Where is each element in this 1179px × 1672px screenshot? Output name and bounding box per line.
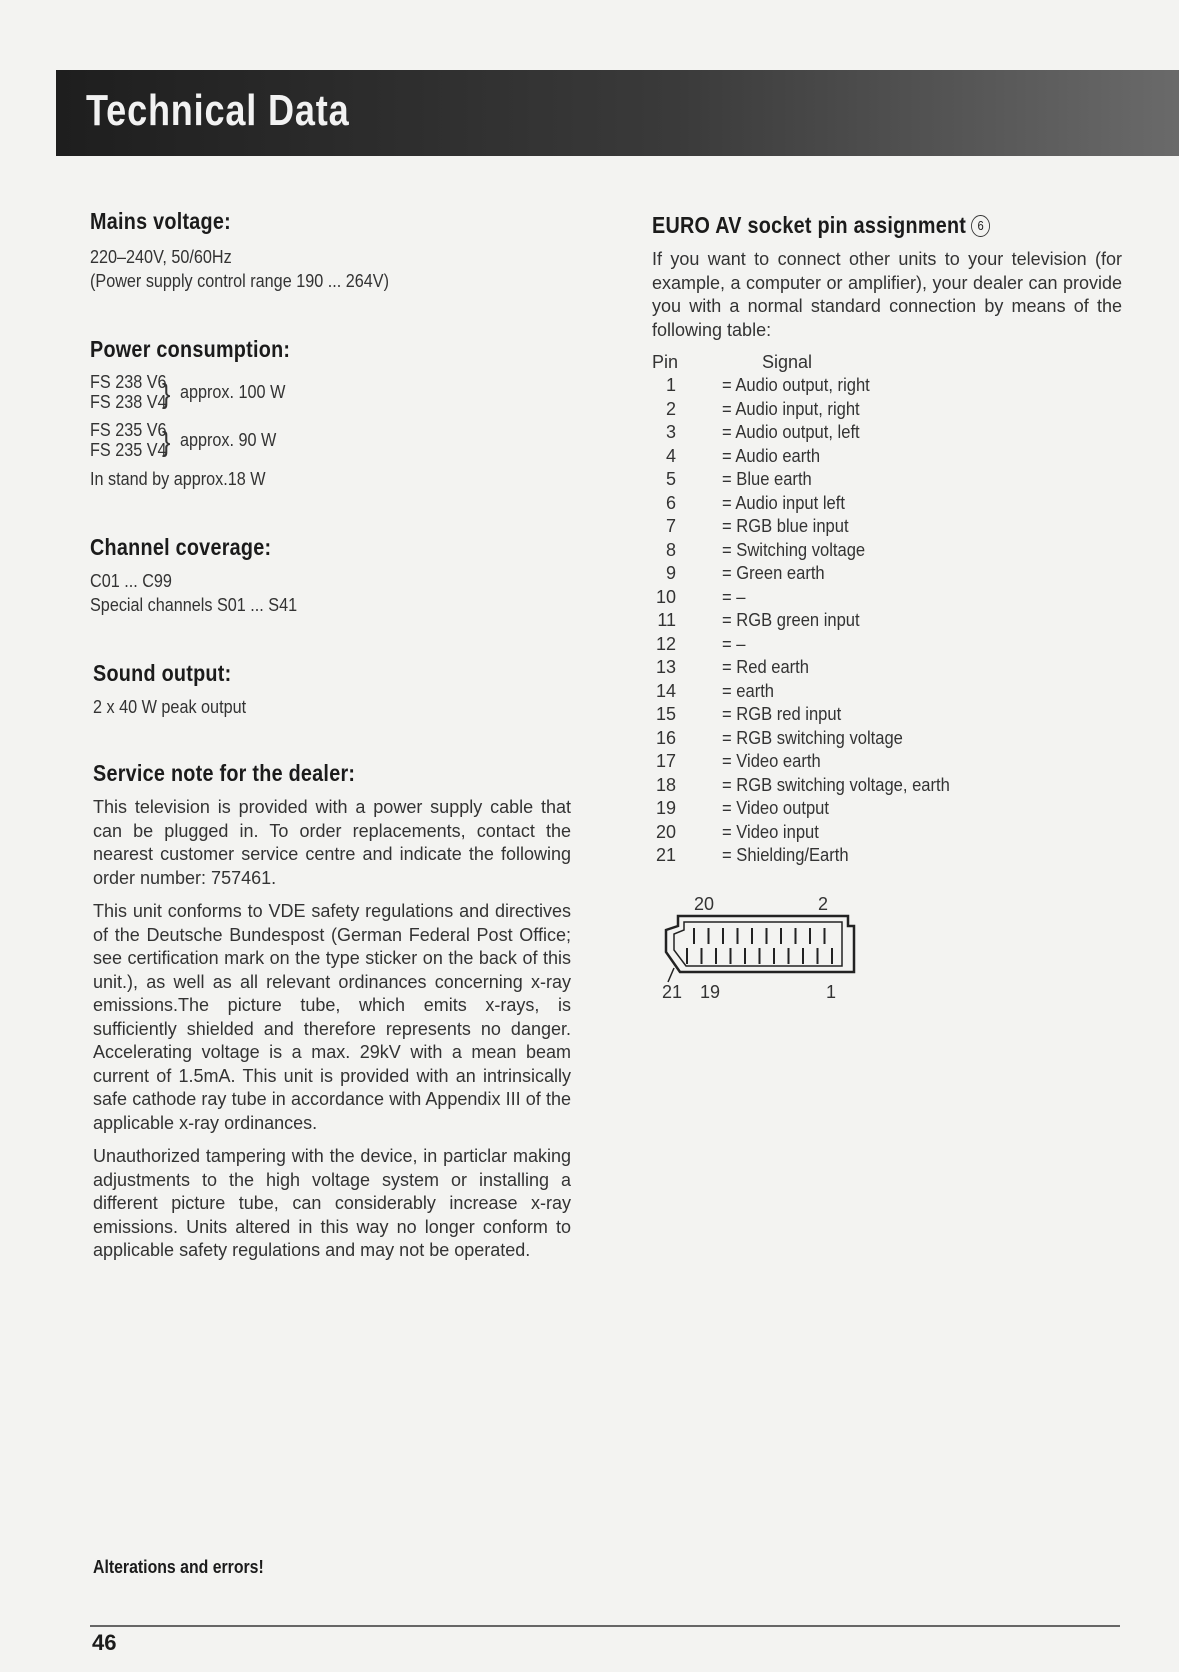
- pin-signal: = –: [722, 586, 746, 607]
- pin-signal: = Switching voltage: [722, 539, 866, 560]
- footer-divider: [90, 1625, 1120, 1627]
- pin-signal: = –: [722, 633, 746, 654]
- power-group: [90, 420, 277, 460]
- diagram-label-1: 1: [826, 982, 837, 1000]
- pin-number: 9: [665, 563, 676, 583]
- model-name: FS 235 V6: [90, 420, 167, 440]
- service-paragraph: Unauthorized tampering with the device, in particlar making adjustments to the high voltage system or installing a different picture tube, can considerably increase x-ray emissions. Units altered in this way no longer conform to applicable safety regulations and may not be operated.: [93, 1146, 571, 1260]
- model-name: FS 238 V6: [90, 372, 167, 392]
- power-value: approx. 90 W: [180, 430, 277, 450]
- pin-signal: = Video input: [722, 821, 819, 842]
- pin-signal: = Audio earth: [722, 445, 821, 466]
- pin-number: 5: [665, 469, 676, 489]
- pin-signal: = Blue earth: [722, 469, 812, 489]
- pin-number: 8: [665, 539, 676, 560]
- pin-signal: = RGB green input: [722, 610, 860, 630]
- diagram-label-2: 2: [818, 894, 829, 914]
- euro-intro: If you want to connect other units to your television (for example, a computer or amplifier), your dealer can provide you with a normal standard connection by means of the following table:: [652, 249, 1122, 340]
- channel-section: [90, 570, 297, 617]
- diagram-label-19: 19: [700, 982, 721, 1000]
- pin-number: 12: [655, 633, 676, 654]
- diagram-label-21: 21: [662, 982, 683, 1000]
- column-header-pin: Pin: [652, 352, 679, 372]
- service-paragraph: This unit conforms to VDE safety regulations and directives of the Deutsche Bundespost (German Federal Post Office; see certification mark on the type sticker on the back of this unit.), as well as all relevant ordinances concerning x-ray emissions.The picture tube, which emits x-rays, is sufficiently shielded and therefore represents no danger. Accelerating voltage is a max. 29kV with a mean beam current of 1.5mA. This unit is provided with an intrinsically safe cathode ray tube in accordance with Appendix III of the applicable x-ray ordinances.: [93, 901, 571, 1133]
- page-number: 46: [92, 1630, 117, 1655]
- power-value: approx. 100 W: [180, 382, 286, 402]
- service-heading: Service note for the dealer:: [93, 760, 356, 786]
- channel-line: C01 ... C99: [90, 571, 172, 591]
- circled-reference-icon: 6: [971, 215, 990, 237]
- pin-signal: = Audio output, right: [722, 375, 870, 395]
- pin-number: 16: [655, 727, 676, 748]
- brace-icon: }: [162, 378, 171, 409]
- service-body: [93, 796, 571, 1273]
- sound-text: 2 x 40 W peak output: [93, 697, 247, 717]
- pin-signal: = Audio input, right: [722, 398, 860, 419]
- pin-signal: = RGB blue input: [722, 516, 849, 536]
- pin-number: 14: [655, 680, 676, 701]
- pin-signal: = RGB red input: [722, 704, 842, 724]
- footer-note: Alterations and errors!: [93, 1557, 264, 1577]
- pin-signal: = Shielding/Earth: [722, 845, 849, 865]
- column-header-signal: Signal: [762, 352, 813, 372]
- mains-line: (Power supply control range 190 ... 264V): [90, 270, 389, 291]
- pin-21-leader-icon: [668, 968, 674, 982]
- page-title: Technical Data: [86, 86, 350, 135]
- pin-number: 13: [655, 657, 676, 677]
- pins-bottom-row: [687, 948, 832, 964]
- mains-heading: Mains voltage:: [90, 208, 232, 234]
- standby-text: In stand by approx.18 W: [90, 469, 266, 489]
- pin-number: 3: [665, 422, 676, 442]
- pin-number: 6: [665, 492, 676, 513]
- pin-signal: = Video earth: [722, 751, 821, 771]
- euro-heading-text: EURO AV socket pin assignment: [652, 212, 967, 238]
- pin-number: 18: [655, 774, 676, 795]
- pin-number: 20: [655, 821, 676, 842]
- channel-line: Special channels S01 ... S41: [90, 594, 298, 615]
- pin-signal: = RGB switching voltage, earth: [722, 774, 950, 795]
- pin-number: 17: [655, 751, 676, 771]
- pin-signal: = Green earth: [722, 563, 825, 583]
- service-paragraph: This television is provided with a power supply cable that can be plugged in. To order replacements, contact the nearest customer service centre and indicate the following order number: 757461.: [93, 797, 571, 888]
- brace-icon: }: [162, 426, 171, 457]
- pins-top-row: [694, 928, 825, 944]
- header-banner: [56, 70, 1179, 156]
- pin-signal: = Audio output, left: [722, 422, 860, 442]
- pin-number: 2: [665, 398, 676, 419]
- pin-signal: = Red earth: [722, 657, 809, 677]
- pin-number: 4: [665, 445, 676, 466]
- euro-heading: [652, 212, 990, 239]
- pin-number: 19: [655, 798, 676, 818]
- sound-heading: Sound output:: [93, 660, 232, 686]
- diagram-label-20: 20: [694, 894, 715, 914]
- model-name: FS 235 V4: [90, 440, 167, 460]
- pin-number: 11: [657, 610, 676, 630]
- mains-section: [90, 246, 389, 293]
- power-group: [90, 372, 286, 412]
- pin-signal: = Video output: [722, 798, 829, 818]
- pin-signal: = earth: [722, 680, 775, 701]
- pin-number: 15: [655, 704, 676, 724]
- power-heading: Power consumption:: [90, 336, 291, 362]
- pin-signal: = Audio input left: [722, 492, 845, 513]
- channel-heading: Channel coverage:: [90, 534, 272, 560]
- model-name: FS 238 V4: [90, 392, 167, 412]
- pin-number: 1: [665, 375, 676, 395]
- pin-signal: = RGB switching voltage: [722, 727, 903, 748]
- pin-number: 7: [665, 516, 676, 536]
- pin-number: 21: [655, 845, 676, 865]
- pin-number: 10: [655, 586, 676, 607]
- scart-connector-diagram: [650, 890, 880, 1000]
- mains-line: 220–240V, 50/60Hz: [90, 247, 232, 267]
